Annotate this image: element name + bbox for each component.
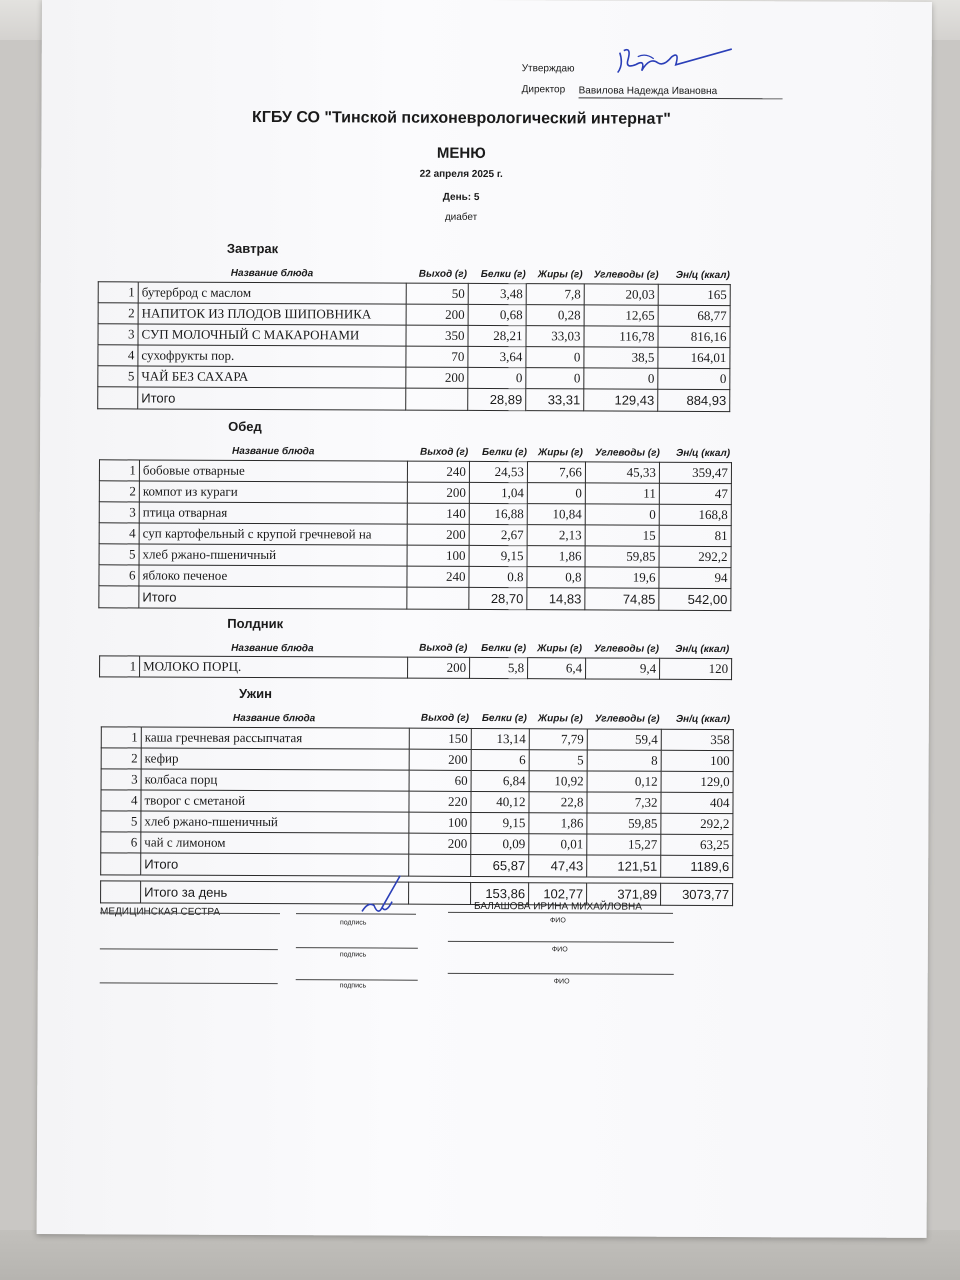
dish-name: бобовые отварные (139, 460, 407, 482)
dish-fat: 0 (526, 347, 584, 368)
dish-output: 100 (409, 812, 471, 833)
dish-energy: 63,25 (661, 834, 733, 855)
total-row (99, 586, 731, 611)
table-row (99, 481, 731, 505)
dish-output: 200 (407, 482, 469, 503)
dish-energy: 358 (661, 729, 733, 750)
dish-protein: 5,8 (470, 657, 528, 678)
dish-name: суп картофельный с крупой гречневой на (139, 523, 407, 545)
dish-energy: 404 (661, 792, 733, 813)
signature-caption-1: подпись (339, 919, 367, 927)
col-protein: Белки (г) (481, 642, 527, 655)
document-sheet (37, 0, 932, 1238)
dish-fat: 0,8 (527, 567, 585, 588)
dish-name: каша гречневая рассыпчатая (141, 727, 409, 749)
dish-output: 200 (408, 657, 470, 678)
dish-carbs: 45,33 (585, 462, 659, 483)
dish-energy: 68,77 (658, 305, 730, 326)
total-energy: 542,00 (659, 588, 731, 610)
dish-name: СУП МОЛОЧНЫЙ С МАКАРОНАМИ (138, 324, 406, 346)
dish-energy: 94 (659, 567, 731, 588)
dish-fat: 10,84 (527, 504, 585, 525)
dish-carbs: 0 (585, 504, 659, 525)
nurse-label: МЕДИЦИНСКАЯ СЕСТРА (99, 906, 221, 918)
row-index: 1 (101, 727, 141, 748)
dish-energy: 292,2 (659, 546, 731, 567)
dish-output: 140 (407, 503, 469, 524)
diet-type: диабет (444, 211, 478, 223)
row-index: 5 (99, 544, 139, 565)
table-row (101, 832, 733, 856)
dish-output: 200 (409, 749, 471, 770)
total-label: Итого (139, 586, 407, 609)
dish-fat: 5 (529, 750, 587, 771)
fio-caption-3: ФИО (553, 978, 570, 986)
dish-name: чай с лимоном (141, 832, 409, 854)
table-row (99, 544, 731, 568)
dish-carbs: 11 (585, 483, 659, 504)
row-index: 5 (101, 811, 141, 832)
fio-caption-2: ФИО (551, 946, 568, 954)
menu-day: День: 5 (442, 191, 480, 203)
menu-date: 22 апреля 2025 г. (419, 168, 503, 181)
table-row (99, 502, 731, 526)
dish-protein: 40,12 (471, 791, 529, 812)
total-fat: 33,31 (526, 389, 584, 411)
col-energy: Эн/ц (ккал) (675, 447, 731, 460)
dish-fat: 2,13 (527, 525, 585, 546)
director-name: Вавилова Надежда Ивановна (579, 85, 783, 99)
col-protein: Белки (г) (480, 268, 526, 281)
row-index: 3 (98, 324, 138, 345)
dish-name: МОЛОКО ПОРЦ. (140, 656, 408, 678)
dish-carbs: 38,5 (584, 347, 658, 368)
dish-energy: 0 (658, 368, 730, 389)
row-index: 3 (99, 502, 139, 523)
dish-name: НАПИТОК ИЗ ПЛОДОВ ШИПОВНИКА (138, 303, 406, 325)
dish-name: яблоко печеное (139, 565, 407, 587)
dish-name: бутерброд с маслом (138, 282, 406, 304)
dish-fat: 0,28 (526, 305, 584, 326)
dish-carbs: 59,4 (587, 729, 661, 750)
dish-carbs: 59,85 (585, 546, 659, 567)
dish-protein: 0,09 (471, 833, 529, 854)
breakfast-table (97, 281, 731, 412)
col-energy: Эн/ц (ккал) (675, 643, 730, 656)
dish-output: 200 (409, 833, 471, 854)
dish-carbs: 12,65 (584, 305, 658, 326)
dish-output: 200 (406, 367, 468, 388)
dish-protein: 6,84 (471, 770, 529, 791)
total-row (98, 387, 730, 412)
table-row (101, 769, 733, 793)
fio-caption-1: ФИО (549, 917, 566, 925)
dish-energy: 292,2 (661, 813, 733, 834)
dish-fat: 22,8 (529, 792, 587, 813)
col-fat: Жиры (г) (537, 269, 583, 281)
dish-fat: 1,86 (529, 813, 587, 834)
dish-name: сухофрукты пор. (138, 345, 406, 367)
col-fat: Жиры (г) (537, 643, 583, 655)
dish-protein: 2,67 (469, 524, 527, 545)
dish-fat: 0,01 (529, 834, 587, 855)
dish-fat: 33,03 (526, 326, 584, 347)
dish-output: 240 (407, 461, 469, 482)
row-index: 6 (101, 832, 141, 853)
total-carbs: 74,85 (585, 588, 659, 610)
dinner-table (100, 726, 734, 878)
total-carbs: 121,51 (587, 855, 661, 877)
row-index: 4 (101, 790, 141, 811)
table-row (98, 282, 730, 306)
table-row (101, 811, 733, 835)
dish-fat: 0 (526, 368, 584, 389)
dish-protein: 3,48 (468, 283, 526, 304)
dish-name: хлеб ржано-пшеничный (141, 811, 409, 833)
total-protein: 65,87 (471, 854, 529, 876)
table-row (98, 303, 730, 327)
dish-output: 60 (409, 770, 471, 791)
dish-energy: 100 (661, 750, 733, 771)
snack-table (99, 655, 732, 680)
dish-output: 200 (407, 524, 469, 545)
dish-carbs: 19,6 (585, 567, 659, 588)
dish-energy: 120 (660, 658, 732, 679)
table-row (101, 727, 733, 751)
fio-line-3 (448, 973, 674, 975)
col-energy: Эн/ц (ккал) (675, 269, 730, 282)
table-row (99, 565, 731, 589)
table-row (99, 460, 731, 484)
dish-protein: 1,04 (469, 482, 527, 503)
dish-name: птица отварная (139, 502, 407, 524)
table-row (100, 656, 732, 680)
dish-carbs: 59,85 (587, 813, 661, 834)
table-row (101, 748, 733, 772)
section-title-lunch: Обед (228, 418, 262, 435)
total-label: Итого (138, 387, 406, 410)
dish-protein: 0.8 (469, 566, 527, 587)
row-index: 3 (101, 769, 141, 790)
col-carbs: Углеводы (г) (594, 713, 660, 725)
dish-energy: 47 (659, 483, 731, 504)
row-index: 1 (100, 656, 140, 677)
signature-caption-3: подпись (339, 982, 367, 990)
dish-fat: 0 (527, 483, 585, 504)
table-row (98, 324, 730, 348)
dish-output: 240 (407, 566, 469, 587)
col-output: Выход (г) (420, 712, 470, 724)
dish-name: творог с сметаной (141, 790, 409, 812)
dish-carbs: 9,4 (586, 658, 660, 679)
dish-output: 70 (406, 346, 468, 367)
signature-caption-2: подпись (339, 951, 367, 959)
day-total-label: Итого за день (141, 881, 409, 904)
col-name: Название блюда (232, 445, 315, 458)
col-carbs: Углеводы (г) (594, 643, 659, 655)
dish-protein: 9,15 (471, 812, 529, 833)
row-index: 2 (99, 481, 139, 502)
col-fat: Жиры (г) (538, 447, 583, 459)
dish-protein: 16,88 (469, 503, 527, 524)
name-line-2 (100, 948, 278, 950)
section-title-dinner: Ужин (238, 685, 272, 702)
total-fat: 14,83 (527, 588, 585, 610)
dish-carbs: 15 (585, 525, 659, 546)
col-carbs: Углеводы (г) (595, 447, 660, 459)
nurse-name: БАЛАШОВА ИРИНА МИХАЙЛОВНА (474, 900, 642, 913)
total-fat: 47,43 (529, 855, 587, 877)
row-index: 1 (99, 460, 139, 481)
row-index: 1 (98, 282, 138, 303)
dish-output: 220 (409, 791, 471, 812)
dish-carbs: 8 (587, 750, 661, 771)
col-carbs: Углеводы (г) (593, 269, 659, 281)
background-bottom (0, 1230, 960, 1280)
dish-output: 150 (409, 728, 471, 749)
dish-output: 100 (407, 545, 469, 566)
row-index: 6 (99, 565, 139, 586)
dish-fat: 7,66 (527, 462, 585, 483)
dish-protein: 0,68 (468, 304, 526, 325)
total-label: Итого (141, 853, 409, 876)
total-energy: 1189,6 (661, 855, 733, 877)
total-protein: 28,70 (469, 587, 527, 609)
director-signature (602, 43, 742, 84)
dish-fat: 7,8 (526, 284, 584, 305)
dish-energy: 816,16 (658, 326, 730, 347)
table-row (98, 366, 730, 390)
dish-fat: 7,79 (529, 729, 587, 750)
dish-output: 50 (406, 283, 468, 304)
dish-carbs: 20,03 (584, 284, 658, 305)
dish-protein: 6 (471, 749, 529, 770)
dish-fat: 10,92 (529, 771, 587, 792)
total-protein: 28,89 (468, 388, 526, 410)
col-name: Название блюда (232, 712, 316, 725)
dish-energy: 165 (658, 284, 730, 305)
signature-line-3 (296, 979, 418, 981)
dish-name: кефир (141, 748, 409, 770)
dish-energy: 81 (659, 525, 731, 546)
day-total-fat: 102,77 (529, 883, 587, 905)
total-energy: 884,93 (658, 389, 730, 411)
col-protein: Белки (г) (481, 712, 527, 725)
signature-line-2 (296, 947, 418, 949)
dish-protein: 24,53 (469, 461, 527, 482)
dish-carbs: 0,12 (587, 771, 661, 792)
dish-protein: 3,64 (468, 346, 526, 367)
col-fat: Жиры (г) (537, 713, 583, 725)
total-row (101, 853, 733, 878)
day-total-energy: 3073,77 (661, 883, 733, 905)
dish-output: 200 (406, 304, 468, 325)
row-index: 2 (101, 748, 141, 769)
row-index: 5 (98, 366, 138, 387)
fio-line-1 (448, 912, 673, 914)
dish-energy: 168,8 (659, 504, 731, 525)
dish-carbs: 15,27 (587, 834, 661, 855)
day-total-protein: 153,86 (471, 882, 529, 904)
section-title-breakfast: Завтрак (226, 240, 279, 257)
section-title-snack: Полдник (227, 615, 284, 632)
dish-name: ЧАЙ БЕЗ САХАРА (138, 366, 406, 388)
col-energy: Эн/ц (ккал) (675, 713, 730, 726)
table-row (98, 345, 730, 369)
dish-fat: 6,4 (528, 658, 586, 679)
table-row (101, 790, 733, 814)
dish-energy: 359,47 (659, 462, 731, 483)
organization-name: КГБУ СО "Тинской психоневрологический интернат" (252, 108, 671, 128)
dish-energy: 129,0 (661, 771, 733, 792)
row-index: 2 (98, 303, 138, 324)
dish-protein: 0 (468, 367, 526, 388)
total-carbs: 129,43 (584, 389, 658, 411)
director-label: Директор (521, 84, 566, 96)
table-row (99, 523, 731, 547)
col-output: Выход (г) (418, 268, 467, 280)
lunch-table (98, 459, 732, 611)
col-output: Выход (г) (420, 446, 469, 458)
dish-output: 350 (406, 325, 468, 346)
dish-fat: 1,86 (527, 546, 585, 567)
dish-energy: 164,01 (658, 347, 730, 368)
col-name: Название блюда (230, 267, 314, 280)
col-output: Выход (г) (419, 642, 468, 654)
dish-carbs: 116,78 (584, 326, 658, 347)
approve-label: Утверждаю (521, 63, 575, 75)
page-title: МЕНЮ (436, 144, 486, 162)
col-protein: Белки (г) (482, 446, 527, 459)
col-name: Название блюда (231, 642, 314, 655)
dish-name: колбаса порц (141, 769, 409, 791)
dish-carbs: 0 (584, 368, 658, 389)
dish-protein: 9,15 (469, 545, 527, 566)
dish-protein: 28,21 (468, 325, 526, 346)
dish-name: хлеб ржано-пшеничный (139, 544, 407, 566)
name-line-3 (100, 982, 278, 984)
dish-protein: 13,14 (471, 728, 529, 749)
fio-line-2 (448, 941, 674, 943)
day-total-carbs: 371,89 (587, 883, 661, 905)
row-index: 4 (99, 523, 139, 544)
row-index: 4 (98, 345, 138, 366)
dish-name: компот из кураги (139, 481, 407, 503)
dish-carbs: 7,32 (587, 792, 661, 813)
